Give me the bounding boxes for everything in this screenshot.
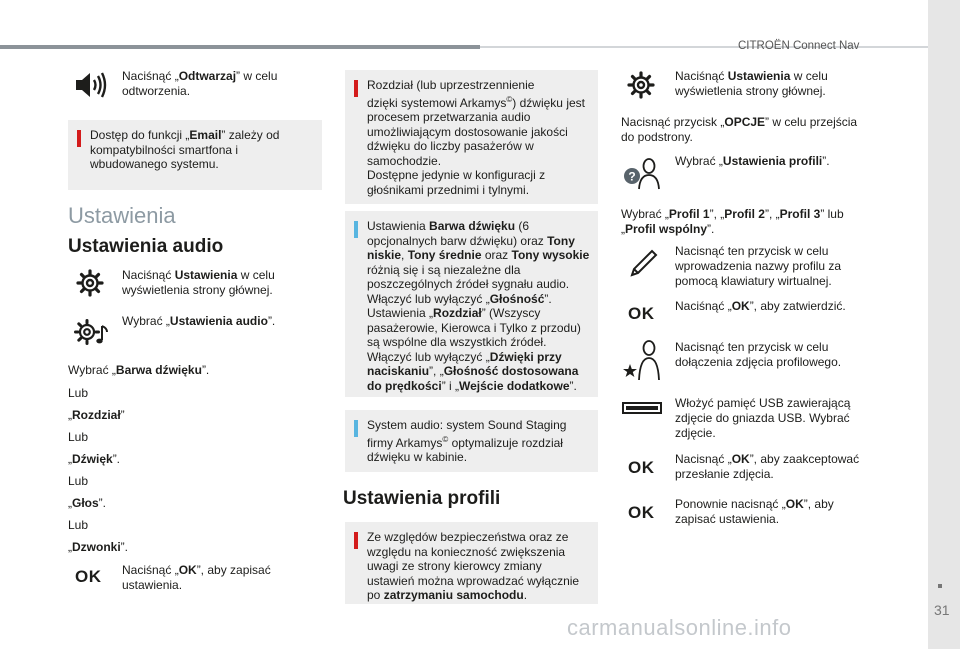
- note-rozdzial: Rozdział (lub uprzestrzennienie dzięki systemowi Arkamys©) dźwięku jest procesem przetwarzania audio umożliwiającym dostosowanie jakości dźwięku do liczby pasażerów w samochodzie. Dostępne jedynie w konfiguracji z głośnikami przednimi i tylnymi.: [345, 70, 598, 204]
- page-bullet: [938, 584, 942, 588]
- header-rule-dark: [0, 45, 480, 49]
- usb-icon: [622, 401, 662, 415]
- profile-step-10: Ponownie nacisnąć „OK”, aby zapisać ustawienia.: [675, 497, 834, 526]
- option-dzwonki: „Dzwonki”.: [68, 540, 129, 554]
- or-label: Lub: [68, 386, 89, 400]
- warning-bar: [354, 532, 358, 549]
- page-edge-sidebar: [928, 0, 960, 649]
- audio-settings-title: Ustawienia audio: [68, 236, 224, 257]
- header-title: CITROËN Connect Nav: [738, 40, 860, 52]
- or-label: Lub: [68, 518, 89, 532]
- header-rule-light: [480, 46, 928, 48]
- profile-step-7: Nacisnąć ten przycisk w celu dołączenia zdjęcia profilowego.: [675, 340, 842, 369]
- profile-step-8: Włożyć pamięć USB zawierającą zdjęcie do gniazda USB. Wybrać zdjęcie.: [675, 396, 851, 440]
- pencil-icon: [628, 247, 660, 279]
- profile-step-2: Nacisnąć przycisk „OPCJE” w celu przejścia do podstrony.: [621, 115, 858, 144]
- profile-question-icon: [622, 155, 662, 191]
- or-label: Lub: [68, 430, 89, 444]
- warning-bar: [77, 130, 81, 147]
- audio-ok-step: Naciśnąć „OK”, aby zapisać ustawienia.: [122, 563, 271, 592]
- watermark: carmanualsonline.info: [567, 615, 792, 640]
- profile-step-6: Naciśnąć „OK”, aby zatwierdzić.: [675, 299, 846, 313]
- speaker-icon: [74, 70, 108, 100]
- gear-music-icon: [74, 318, 110, 348]
- profile-step-9: Nacisnąć „OK”, aby zaakceptować przesłanie zdjęcia.: [675, 452, 860, 481]
- profile-step-3: Wybrać „Ustawienia profili”.: [675, 154, 830, 168]
- info-bar: [354, 221, 358, 238]
- profile-step-4: Wybrać „Profil 1”, „Profil 2”, „Profil 3” lub „Profil wspólny”.: [621, 207, 844, 236]
- choose-tone: Wybrać „Barwa dźwięku”.: [68, 363, 210, 377]
- page-number: 31: [934, 602, 950, 618]
- profile-photo-icon: [622, 336, 662, 382]
- option-glos: „Głos”.: [68, 496, 107, 510]
- note-safety: Ze względów bezpieczeństwa oraz ze względu na konieczność zwiększenia uwagi ze strony kierowcy zmiany ustawień można wprowadzać wyłącznie po zatrzymaniu samochodu.: [345, 522, 598, 604]
- ok-button-icon: OK: [75, 567, 102, 586]
- gear-icon: [627, 71, 655, 99]
- profile-step-1: Naciśnąć Ustawienia w celu wyświetlenia strony głównej.: [675, 69, 828, 98]
- playback-instruction: Naciśnąć „Odtwarzaj” w celu odtworzenia.: [122, 69, 278, 98]
- profile-step-5: Nacisnąć ten przycisk w celu wprowadzenia nazwy profilu za pomocą klawiatury wirtualnej.: [675, 244, 842, 288]
- svg-text:?: ?: [628, 169, 636, 184]
- profiles-settings-title: Ustawienia profili: [343, 488, 501, 509]
- ok-button-icon: OK: [628, 503, 655, 522]
- note-sound-staging: System audio: system Sound Staging firmy Arkamys© optymalizuje rozdział dźwięku w kabinie.: [345, 410, 598, 472]
- gear-icon: [76, 269, 104, 297]
- note-email: Dostęp do funkcji „Email” zależy od kompatybilności smartfona i wbudowanego systemu.: [68, 120, 322, 190]
- ok-button-icon: OK: [628, 458, 655, 477]
- or-label: Lub: [68, 474, 89, 488]
- note-barwa-dzwieku: Ustawienia Barwa dźwięku (6 opcjonalnych barw dźwięku) oraz Tony niskie, Tony średnie oraz Tony wysokie różnią się i są niezależne dla poszczególnych źródeł sygnału audio. Włączyć lub wyłączyć „Głośność”. Ustawienia „Rozdział” (Wszyscy pasażerowie, Kierowca i Tylko z przodu) są wspólne dla wszystkich źródeł. Włączyć lub wyłączyć „Dźwięki przy naciskaniu”, „Głośność dostosowana do prędkości” i „Wejście dodatkowe”.: [345, 211, 598, 397]
- audio-step-2: Wybrać „Ustawienia audio”.: [122, 314, 276, 328]
- warning-bar: [354, 80, 358, 97]
- info-bar: [354, 420, 358, 437]
- section-title: Ustawienia: [68, 203, 176, 228]
- ok-button-icon: OK: [628, 304, 655, 323]
- option-rozdzial: „Rozdział”: [68, 408, 125, 422]
- option-dzwiek: „Dźwięk”.: [68, 452, 121, 466]
- audio-step-1: Naciśnąć Ustawienia w celu wyświetlenia strony głównej.: [122, 268, 275, 297]
